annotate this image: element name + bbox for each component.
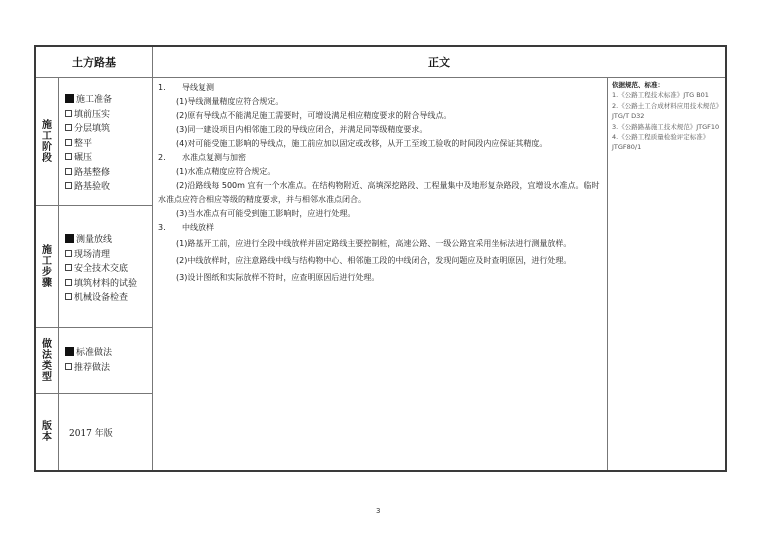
checkbox-icon[interactable]	[65, 363, 72, 370]
steps-label: 施工步骤	[42, 244, 52, 289]
header-center-title: 正文	[428, 56, 450, 69]
stage-option[interactable]: 路基整修	[65, 166, 152, 181]
stage-option[interactable]: 填前压实	[65, 108, 152, 123]
reference-item: 3.《公路路基施工技术规范》JTGF10	[612, 122, 720, 131]
section-item: (1)导线测量精度应符合规定。	[176, 97, 284, 106]
checkbox-icon[interactable]	[65, 124, 72, 131]
version-value: 2017 年版	[69, 428, 113, 439]
section-item: (3)同一建设项目内相邻施工段的导线应闭合，并满足同等级精度要求。	[176, 125, 428, 134]
section-item: (1)水准点精度应符合规定。	[176, 167, 276, 176]
checkbox-checked-icon[interactable]	[65, 347, 74, 356]
references	[608, 78, 725, 470]
section-item: (4)对可能受施工影响的导线点，施工前应加以固定或改移，从开工至竣工验收的时间段内应保证其精度。	[176, 139, 548, 148]
reference-item: 1.《公路工程技术标准》JTG B01	[612, 91, 709, 100]
method-options	[59, 346, 152, 375]
reference-item: 4.《公路工程质量检验评定标准》JTGF80/1	[612, 133, 710, 152]
references-title: 依据规范、标准：	[612, 81, 664, 89]
method-option[interactable]: 推荐做法	[65, 361, 152, 376]
steps-options	[59, 233, 152, 306]
header-left-title: 土方路基	[72, 56, 116, 69]
version-label: 版本	[42, 421, 52, 443]
section-item: (2)沿路线每 500m 宜有一个水准点。在结构物附近、高填深挖路段、工程量集中及地形复杂路段，宜增设水准点。临时水准点应符合相应等级的精度要求，并与相邻水准点闭合。	[158, 181, 600, 204]
method-label: 做法类型	[42, 338, 52, 383]
checkbox-icon[interactable]	[65, 182, 72, 189]
stage-label-cell	[36, 78, 58, 205]
steps-label-cell	[36, 206, 58, 327]
stage-option[interactable]: 分层填筑	[65, 122, 152, 137]
checkbox-icon[interactable]	[65, 264, 72, 271]
stage-options	[59, 93, 152, 195]
section-heading: 2. 水准点复测与加密	[158, 153, 246, 162]
steps-option[interactable]: 测量放线	[65, 233, 152, 248]
checkbox-icon[interactable]	[65, 153, 72, 160]
method-option[interactable]: 标准做法	[65, 346, 152, 361]
section-item: (1)路基开工前，应进行全段中线放样并固定路线主要控制桩，高速公路、一级公路宜采用坐标法进行测量放样。	[176, 239, 572, 248]
version-label-cell	[36, 394, 58, 470]
section-item: (3)当水准点有可能受到施工影响时，应进行处理。	[176, 209, 356, 218]
stage-option[interactable]: 路基验收	[65, 180, 152, 195]
steps-option[interactable]: 机械设备检查	[65, 291, 152, 306]
section-item: (2)原有导线点不能满足施工需要时，可增设满足相应精度要求的附合导线点。	[176, 111, 452, 120]
stage-option[interactable]: 整平	[65, 137, 152, 152]
steps-option[interactable]: 现场清理	[65, 248, 152, 263]
checkbox-icon[interactable]	[65, 293, 72, 300]
body-text	[153, 78, 607, 470]
checkbox-icon[interactable]	[65, 139, 72, 146]
checkbox-icon[interactable]	[65, 250, 72, 257]
stage-option[interactable]: 施工准备	[65, 93, 152, 108]
stage-label: 施工阶段	[42, 119, 52, 164]
reference-item: 2.《公路土工合成材料应用技术规范》JTG/T D32	[612, 101, 719, 121]
page-number: 3	[376, 507, 381, 515]
spec-table	[34, 45, 727, 472]
section-heading: 3. 中线放样	[158, 223, 214, 232]
section-item: (3)设计图纸和实际放样不符时，应查明原因后进行处理。	[176, 273, 380, 282]
method-label-cell	[36, 328, 58, 393]
section-item: (2)中线放样时，应注意路线中线与结构物中心、相邻施工段的中线闭合，发现问题应及时查明原因，进行处理。	[176, 256, 572, 265]
stage-option[interactable]: 碾压	[65, 151, 152, 166]
checkbox-checked-icon[interactable]	[65, 94, 74, 103]
steps-option[interactable]: 安全技术交底	[65, 262, 152, 277]
checkbox-icon[interactable]	[65, 168, 72, 175]
steps-option[interactable]: 填筑材料的试验	[65, 277, 152, 292]
checkbox-icon[interactable]	[65, 110, 72, 117]
checkbox-icon[interactable]	[65, 279, 72, 286]
section-heading: 1. 导线复测	[158, 83, 214, 92]
checkbox-checked-icon[interactable]	[65, 234, 74, 243]
